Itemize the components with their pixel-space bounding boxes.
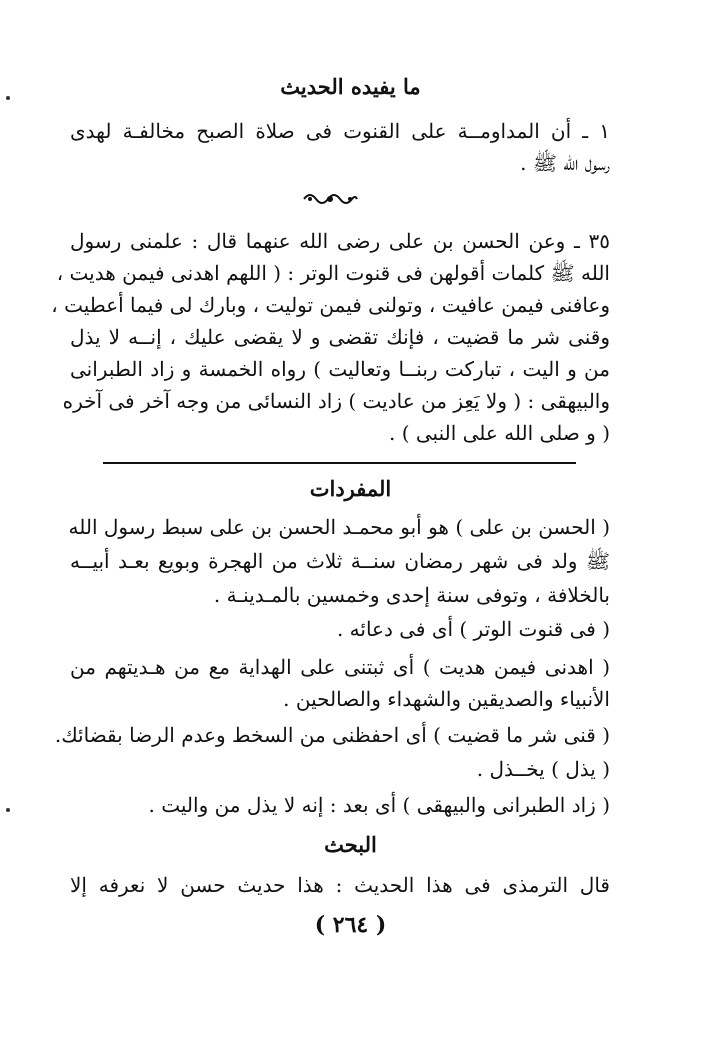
vocab-line-3: بالخلافة ، وتوفى سنة إحدى وخمسين بالمـدينـة . <box>213 583 610 607</box>
hadith-line-7: ( و صلى الله على النبى ) . <box>388 421 610 445</box>
vocab-line-1: ( الحسن بن على ) هو أبو محمـد الحسن بن على سبط رسول الله <box>68 515 610 539</box>
vocab-line-2: ﷺ ولد فى شهر رمضان سنــة ثلاث من الهجرة وبويع بعـد أبيــه <box>70 549 610 573</box>
section-heading: ما يفيده الحديث <box>280 74 421 99</box>
horizontal-rule <box>103 462 576 464</box>
hadith-line-5: من و اليت ، تباركت ربنــا وتعاليت ) رواه الخمسة و زاد الطبرانى <box>70 357 610 381</box>
hadith-line-2: الله ﷺ كلمات أقولهن فى قنوت الوتر : ( اللهم اهدنى فيمن هديت ، <box>56 261 610 285</box>
hadith-line-3: وعافنى فيمن عافيت ، وتولنى فيمن توليت ، وبارك لى فيما أعطيت ، <box>51 293 610 317</box>
vocab-line-4: ( فى قنوت الوتر ) أى فى دعائه . <box>336 617 610 641</box>
point-line-2: رسول الله ﷺ . <box>520 151 610 175</box>
discussion-line-1: قال الترمذى فى هذا الحديث : هذا حديث حسن لا نعرفه إلا <box>70 873 610 897</box>
discussion-heading: البحث <box>324 832 377 857</box>
vocab-heading: المفردات <box>309 476 392 501</box>
hadith-line-6: والبيهقى : ( ولا يَعِز من عاديت ) زاد النسائى من وجه آخر فى آخره <box>62 389 610 413</box>
hadith-line-1: ٣٥ ـ وعن الحسن بن على رضى الله عنهما قال : علمنى رسول <box>70 229 610 253</box>
ornament-divider-icon <box>300 188 360 210</box>
vocab-line-8: ( يذل ) يخــذل . <box>476 757 610 781</box>
vocab-line-9: ( زاد الطبرانى والبيهقى ) أى بعد : إنه لا يذل من واليت . <box>148 793 610 817</box>
vocab-line-7: ( قنى شر ما قضيت ) أى احفظنى من السخط وعدم الرضا بقضائك. <box>54 723 610 747</box>
point-line-1: ١ ـ أن المداومــة على القنوت فى صلاة الصبح مخالفـة لهدى <box>70 119 610 143</box>
page-number: ( ٢٦٤ ) <box>314 912 387 938</box>
scan-speck <box>6 808 10 812</box>
scan-speck <box>6 96 10 100</box>
vocab-line-5: ( اهدنى فيمن هديت ) أى ثبتنى على الهداية مع من هـديتهم من <box>70 655 610 679</box>
hadith-line-4: وقنى شر ما قضيت ، فإنك تقضى و لا يقضى عليك ، إنــه لا يذل <box>70 325 610 349</box>
vocab-line-6: الأنبياء والصديقين والشهداء والصالحين . <box>283 687 610 711</box>
